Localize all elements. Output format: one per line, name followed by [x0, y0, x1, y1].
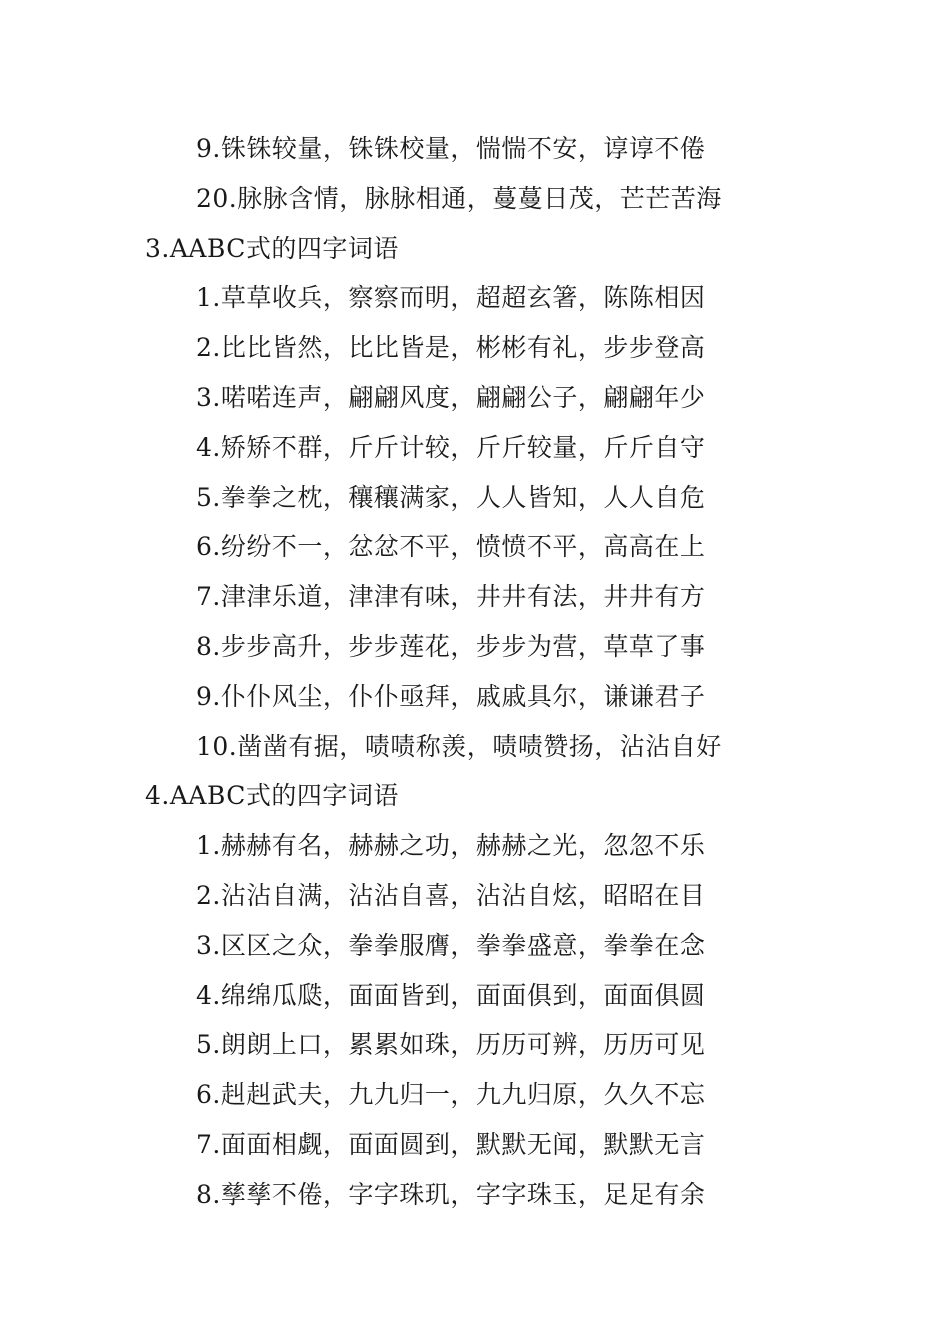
list-item: 2.比比皆然，比比皆是，彬彬有礼，步步登高: [196, 333, 706, 363]
list-item: 10.凿凿有据，啧啧称羡，啧啧赞扬，沾沾自好: [196, 731, 722, 761]
list-item: 7.面面相觑，面面圆到，默默无闻，默默无言: [196, 1129, 706, 1159]
list-item: 2.沾沾自满，沾沾自喜，沾沾自炫，昭昭在目: [196, 880, 706, 910]
section-heading: 4.AABC式的四字词语: [145, 781, 399, 811]
list-item: 8.孳孳不倦，字字珠玑，字字珠玉，足足有余: [196, 1179, 706, 1209]
list-item: 3.喏喏连声，翩翩风度，翩翩公子，翩翩年少: [196, 382, 706, 412]
list-item: 3.区区之众，拳拳服膺，拳拳盛意，拳拳在念: [196, 930, 706, 960]
section-heading: 3.AABC式的四字词语: [145, 233, 399, 263]
list-item: 9.铢铢较量，铢铢校量，惴惴不安，谆谆不倦: [196, 134, 706, 163]
list-item: 9.仆仆风尘，仆仆亟拜，戚戚具尔，谦谦君子: [196, 681, 706, 711]
list-item: 1.草草收兵，察察而明，超超玄箸，陈陈相因: [196, 283, 706, 313]
list-item: 6.赳赳武夫，九九归一，九九归原，久久不忘: [196, 1080, 706, 1110]
list-item: 1.赫赫有名，赫赫之功，赫赫之光，忽忽不乐: [196, 831, 706, 861]
list-item: 5.朗朗上口，累累如珠，历历可辨，历历可见: [196, 1030, 706, 1060]
list-item: 4.绵绵瓜瓞，面面皆到，面面俱到，面面俱圆: [196, 980, 706, 1010]
list-item: 20.脉脉含情，脉脉相通，蔓蔓日茂，芒芒苦海: [196, 183, 722, 213]
list-item: 7.津津乐道，津津有味，井井有法，井井有方: [196, 582, 706, 612]
list-item: 5.拳拳之枕，穰穰满家，人人皆知，人人自危: [196, 482, 706, 512]
list-item: 8.步步高升，步步莲花，步步为营，草草了事: [196, 631, 706, 661]
list-item: 4.矫矫不群，斤斤计较，斤斤较量，斤斤自守: [196, 432, 706, 462]
list-item: 6.纷纷不一，忿忿不平，愤愤不平，高高在上: [196, 532, 706, 562]
document-page: [0, 124, 950, 1220]
